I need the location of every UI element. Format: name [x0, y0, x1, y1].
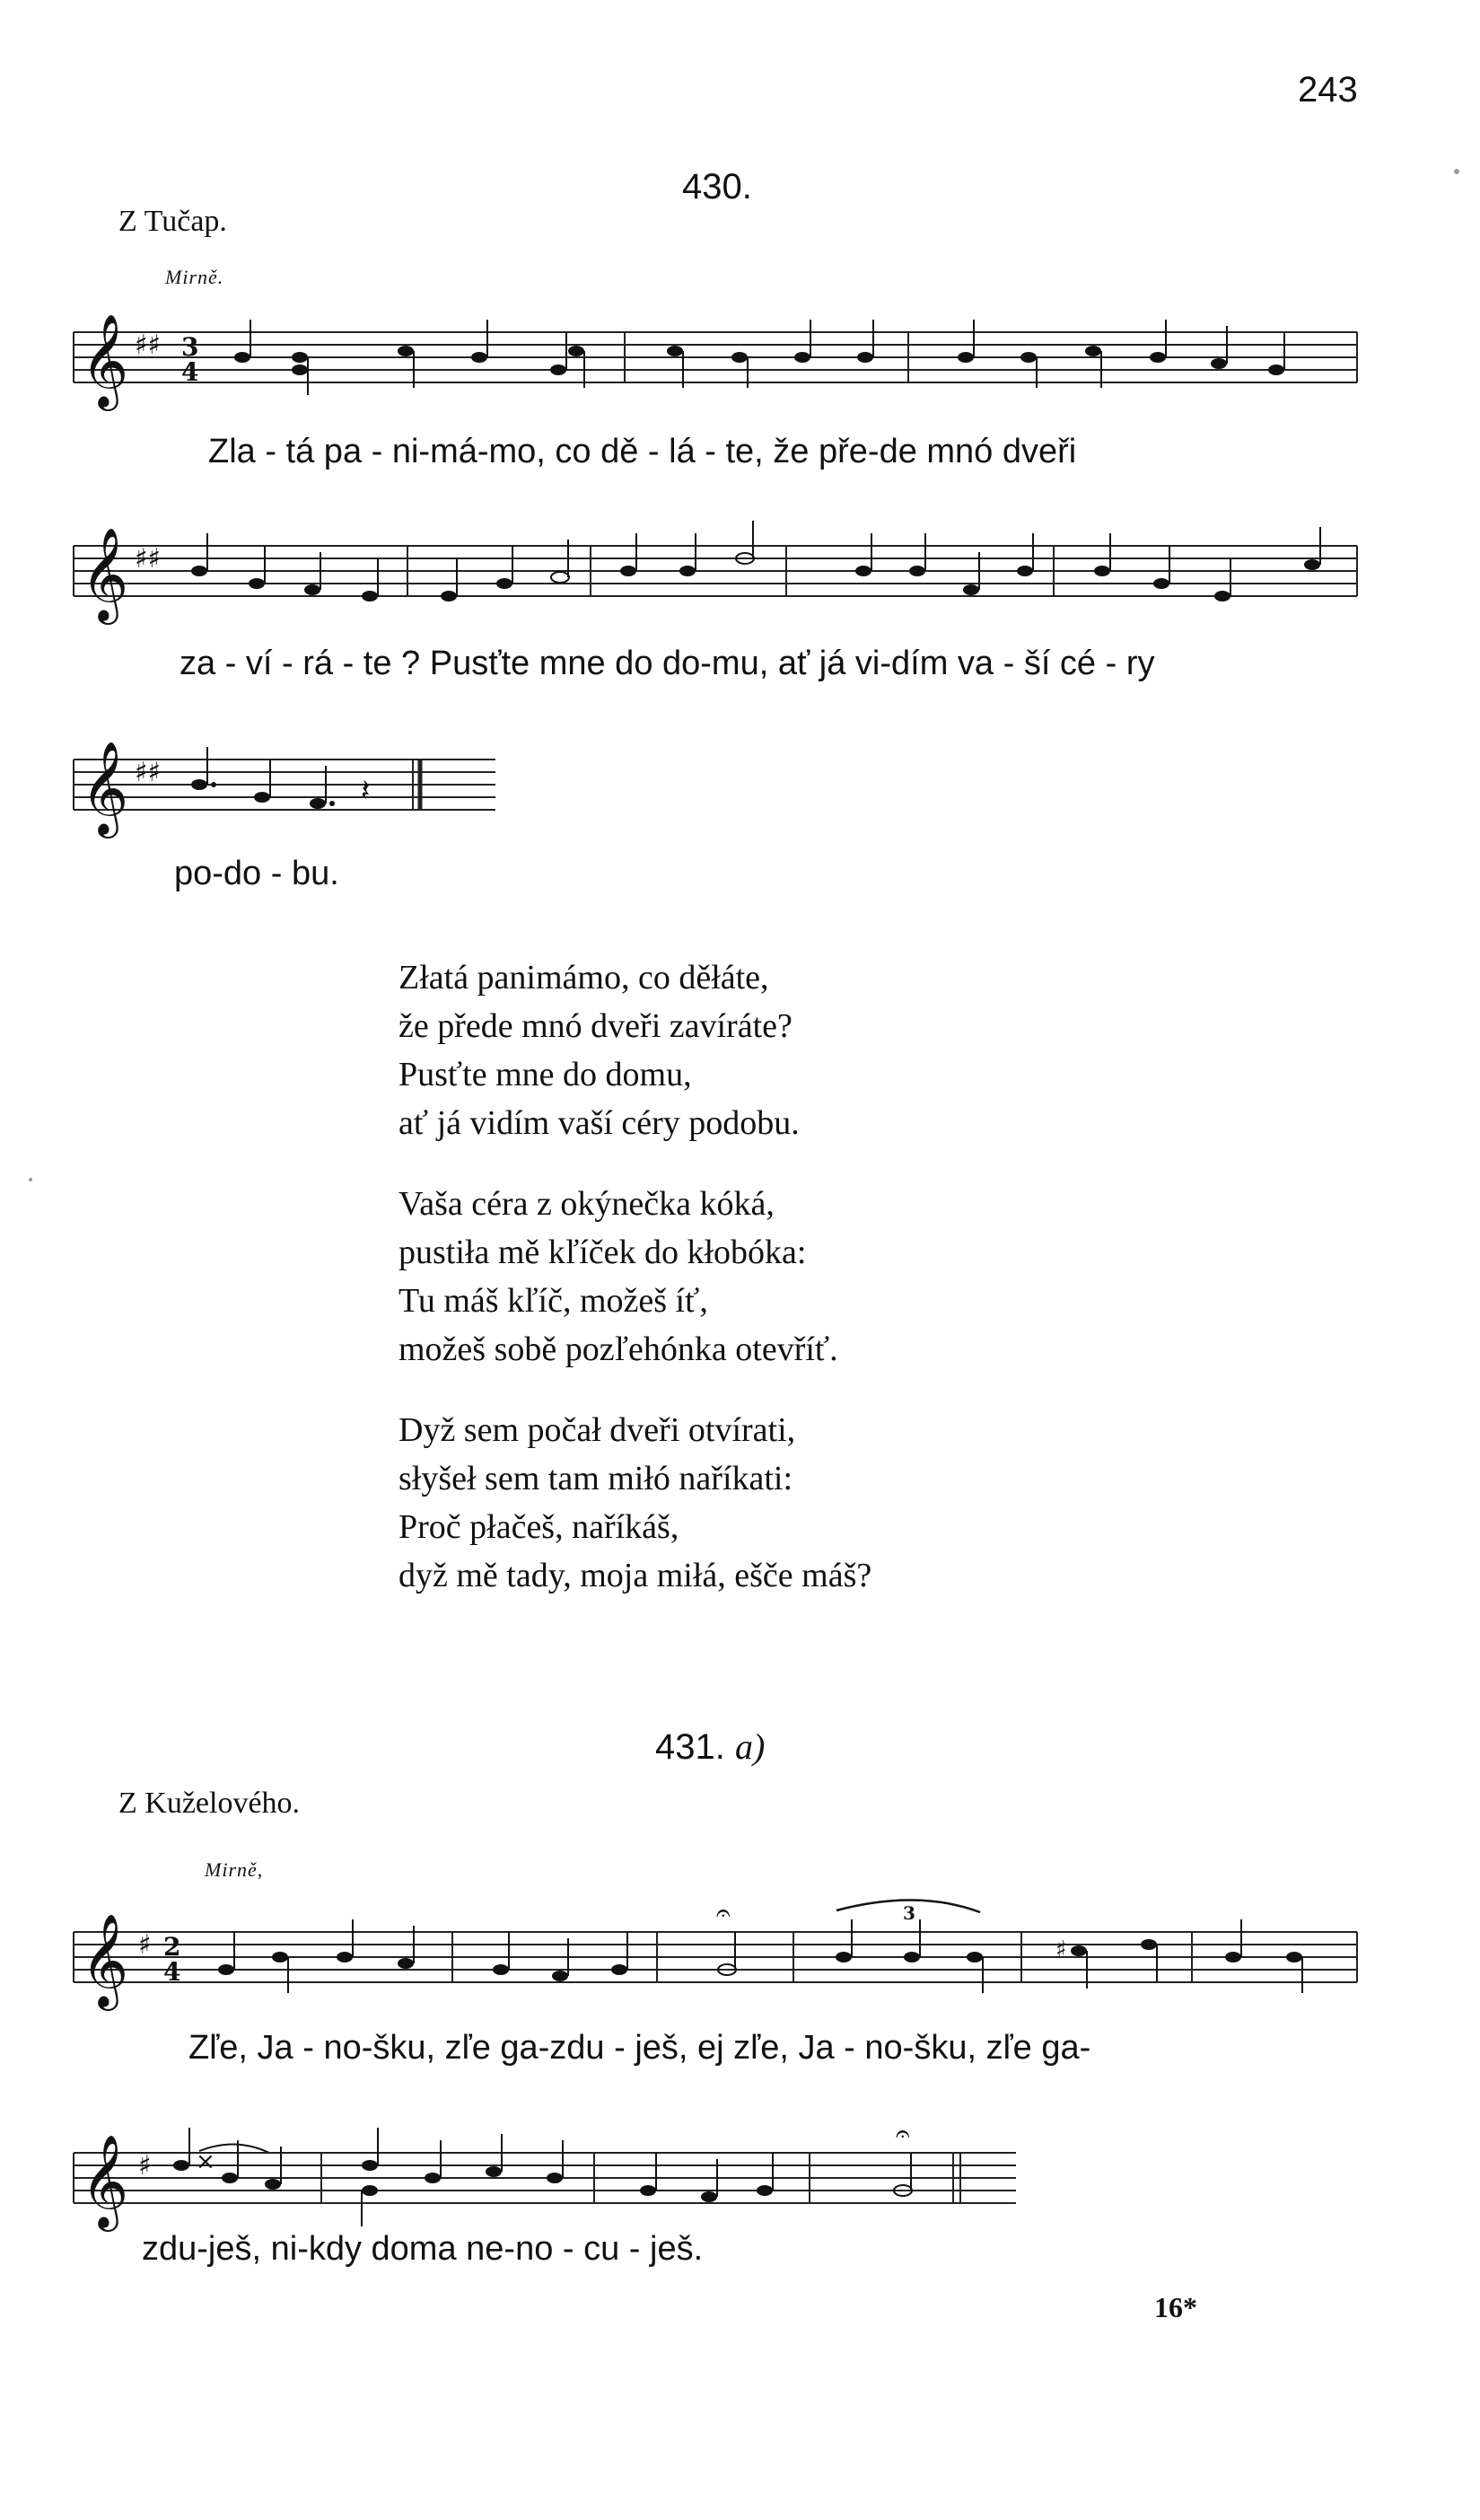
music-staff-431-2: [65, 2106, 1052, 2241]
stanza-line: že přede mnó dveři zavíráte?: [398, 1007, 793, 1045]
svg-text:×: ×: [196, 2148, 215, 2175]
stanza-line: možeš sobě pozľehónka otevříť.: [398, 1330, 838, 1368]
scan-speck: [29, 1178, 32, 1181]
page-number: 243: [1298, 70, 1358, 110]
music-staff-431-1: [65, 1892, 1366, 2018]
song-430-tempo: Mirně.: [165, 266, 224, 288]
stanza-line: ať já vidím vaší céry podobu.: [398, 1104, 800, 1142]
song-430-stanza-2: [398, 1180, 838, 1374]
svg-text:♯: ♯: [138, 2150, 152, 2182]
stanza-line: Dyž sem počał dveři otvírati,: [398, 1411, 796, 1449]
svg-text:𝄐: 𝄐: [896, 2119, 910, 2148]
stanza-line: Vaša céra z okýnečka kóká,: [398, 1185, 775, 1223]
song-430-number: 430.: [682, 167, 752, 206]
scan-speck: [1454, 169, 1459, 174]
song-431-number: [655, 1725, 765, 1768]
svg-text:𝄐: 𝄐: [716, 1898, 731, 1927]
svg-text:2: 2: [163, 1932, 181, 1962]
svg-text:𝄞: 𝄞: [81, 1913, 129, 2007]
song-431-lyric-line-1: Zľe, Ja - no-šku, zľe ga-zdu - ješ, ej zľe, Ja - no-šku, zľe ga-: [188, 2029, 1091, 2067]
song-430-origin: Z Tučap.: [118, 205, 227, 238]
music-staff-430-3: [65, 729, 513, 846]
svg-text:𝄞: 𝄞: [81, 741, 129, 835]
stanza-line: Pusťte mne do domu,: [398, 1056, 692, 1093]
svg-text:♯♯: ♯♯: [135, 543, 162, 575]
song-431-tempo: Mirně,: [205, 1858, 264, 1881]
svg-text:♯♯: ♯♯: [135, 757, 162, 788]
svg-text:3: 3: [181, 332, 199, 362]
stanza-line: Proč płačeš, naříkáš,: [398, 1508, 679, 1546]
stanza-line: słyšeł sem tam miłó naříkati:: [398, 1460, 793, 1497]
stanza-line: Złatá panimámo, co děłáte,: [398, 959, 769, 997]
song-431-number-text: 431.: [655, 1727, 725, 1767]
song-431-lyric-line-2: zdu-ješ, ni-kdy doma ne-no - cu - ješ.: [142, 2230, 704, 2268]
svg-text:3: 3: [903, 1902, 915, 1924]
footer-signature: 16*: [1154, 2291, 1197, 2323]
svg-text:♯: ♯: [1055, 1936, 1067, 1963]
music-staff-430-2: [65, 515, 1366, 632]
song-430-lyric-line-3: po-do - bu.: [174, 855, 339, 892]
song-430-lyric-line-1: Zla - tá pa - ni-má-mo, co dě - lá - te, že pře-de mnó dveři: [208, 433, 1077, 470]
svg-text:4: 4: [181, 357, 199, 387]
song-430-stanza-1: [398, 953, 800, 1147]
song-430-lyric-line-2: za - ví - rá - te ? Pusťte mne do do-mu, ať já vi-dím va - ší cé - ry: [180, 645, 1155, 682]
svg-text:♯: ♯: [138, 1929, 152, 1961]
stanza-line: Tu máš kľíč, možeš íť,: [398, 1282, 708, 1320]
stanza-line: pustiła mě kľíček do kłobóka:: [398, 1234, 807, 1271]
svg-text:4: 4: [163, 1957, 181, 1987]
svg-text:𝄞: 𝄞: [81, 527, 129, 621]
svg-text:𝄞: 𝄞: [81, 2134, 129, 2228]
music-staff-430-1: [65, 302, 1366, 418]
stanza-line: dyž mě tady, moja miłá, ešče máš?: [398, 1557, 872, 1594]
song-431-origin: Z Kuželového.: [118, 1787, 301, 1820]
song-431-variant: a): [734, 1726, 766, 1767]
svg-text:♯♯: ♯♯: [135, 329, 162, 361]
svg-text:𝄞: 𝄞: [81, 313, 129, 408]
song-430-stanza-3: [398, 1406, 871, 1600]
svg-text:𝄽: 𝄽: [361, 773, 371, 809]
